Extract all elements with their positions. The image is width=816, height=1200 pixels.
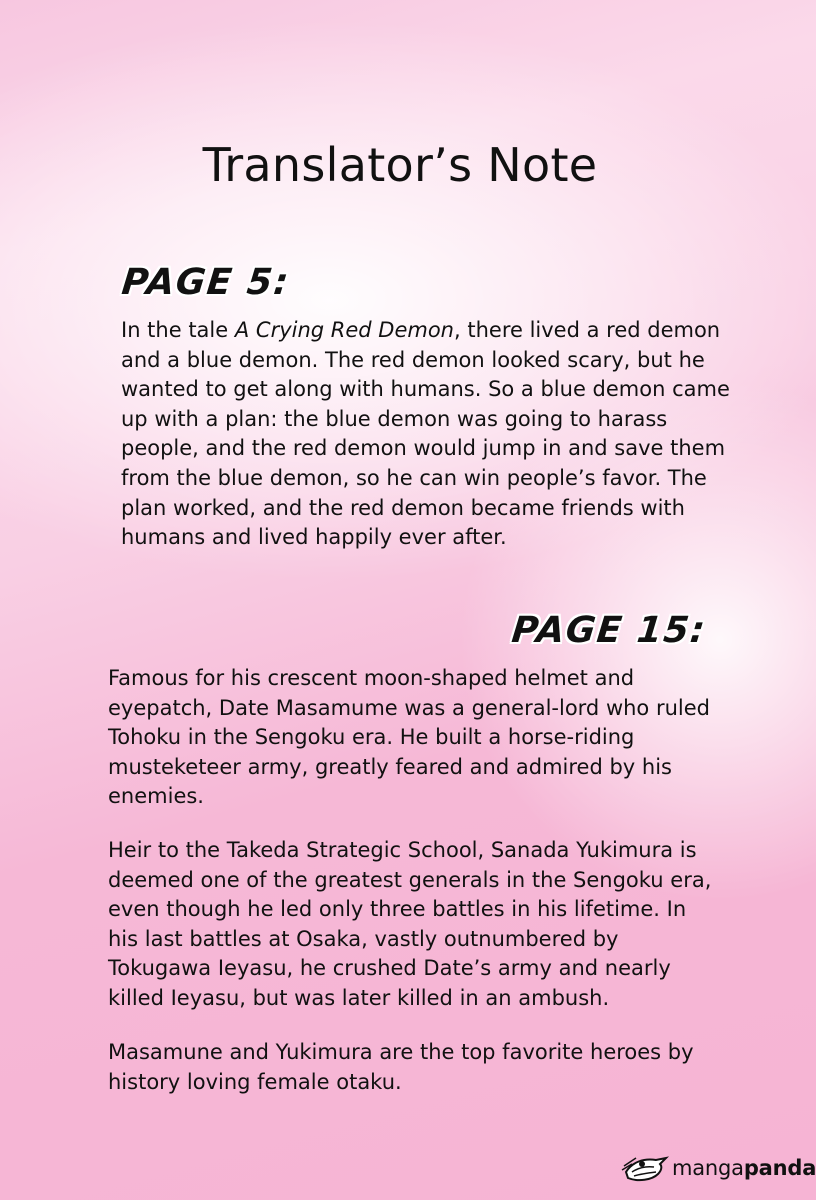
section-heading-page-15: PAGE 15: [509, 610, 709, 651]
paragraph-text-end: , there lived a red demon and a blue demon. The red demon looked scary, but he wanted to get along with humans. So a blue demon came up with a plan: the blue demon was going to harass people, and the red demon would jump in and save them from the blue demon, so he can win people’s favor. The plan worked, and the red demon became friends with humans and lived happily ever after. [121, 318, 730, 550]
section-paragraph-page-5 [121, 316, 731, 553]
section-paragraph-yukimura: Heir to the Takeda Strategic School, Sanada Yukimura is deemed one of the greatest generals in the Sengoku era, even though he led only three battles in his lifetime. In his last battles at Osaka, vastly outnumbered by Tokugawa Ieyasu, he crushed Date’s army and nearly killed Ieyasu, but was later killed in an ambush. [108, 838, 712, 1010]
section-heading-page-5: PAGE 5: [119, 262, 292, 303]
watermark-text-bold: panda [743, 1155, 816, 1180]
page-title: Translator’s Note [202, 138, 598, 192]
watermark-logo [622, 1152, 816, 1184]
watermark-text-light: manga [672, 1155, 744, 1180]
section-paragraph-masamune: Famous for his crescent moon-shaped helmet and eyepatch, Date Masamume was a general-lord who ruled Tohoku in the Sengoku era. He built a horse-riding musteketeer army, greatly feared and admired by his enemies. [108, 666, 710, 809]
section-paragraph-favorites: Masamune and Yukimura are the top favorite heroes by history loving female otaku. [108, 1040, 694, 1094]
work-title: A Crying Red Demon [234, 318, 454, 342]
watermark-text [672, 1155, 816, 1180]
manga-reader-logo-icon [622, 1152, 670, 1184]
paragraph-text-start: In the tale [121, 318, 235, 342]
